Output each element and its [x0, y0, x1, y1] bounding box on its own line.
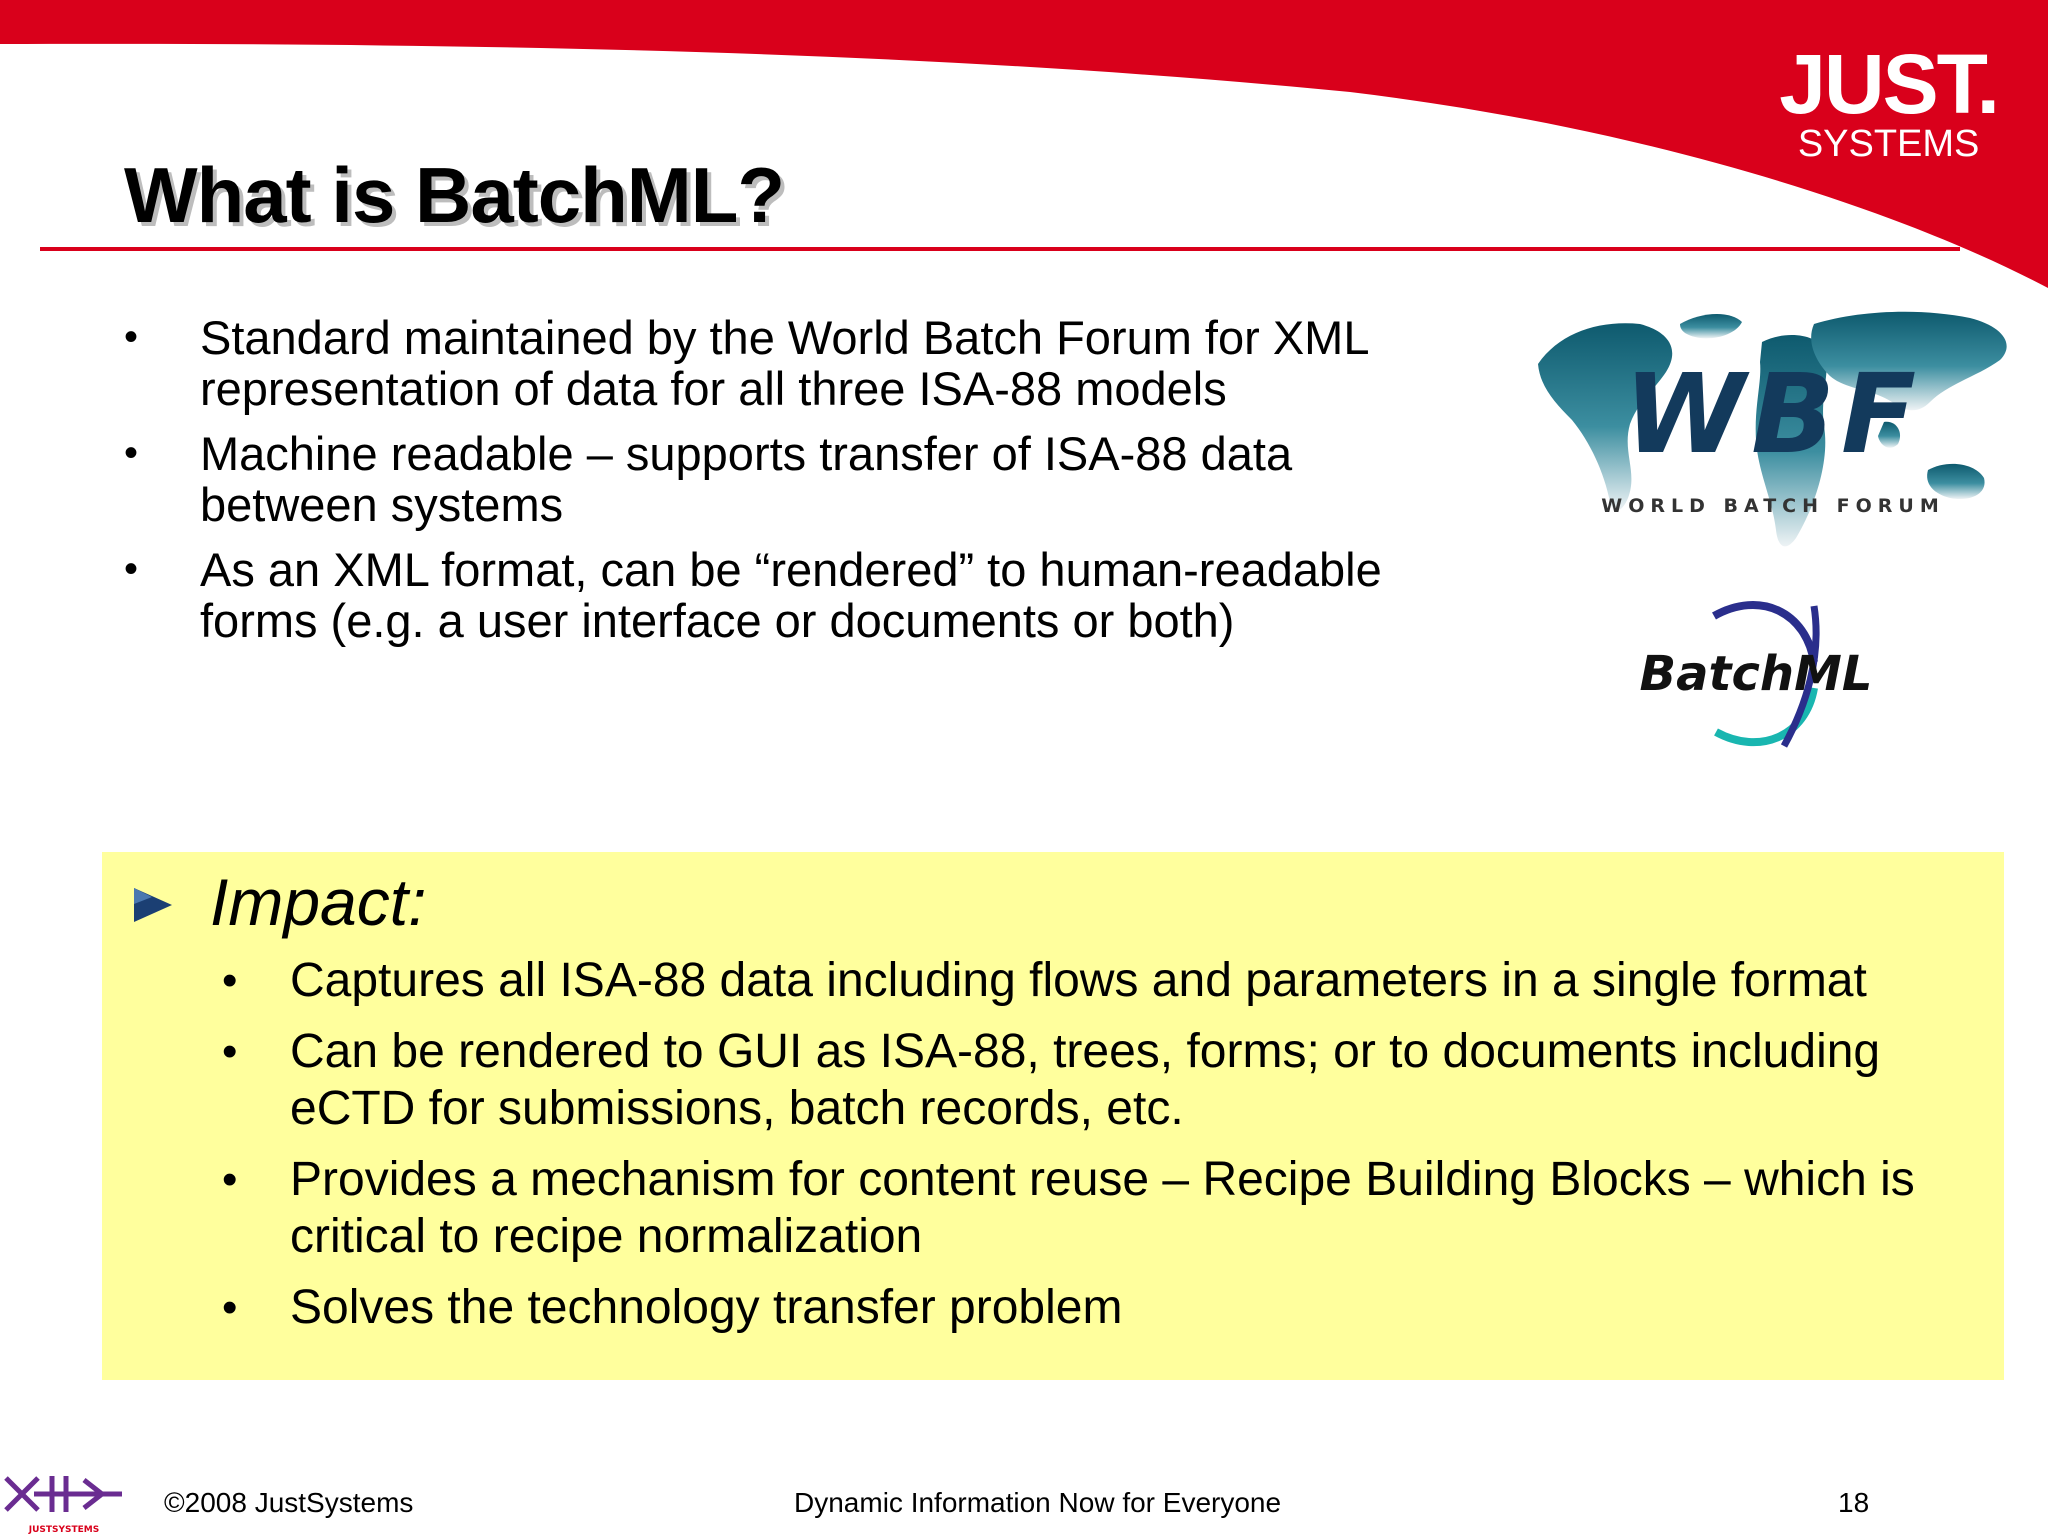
title-underline — [40, 247, 1960, 251]
wbf-caption: WORLD BATCH FORUM — [1601, 495, 1945, 517]
arrow-bullet-icon — [132, 884, 174, 926]
slide-title: What is BatchML? — [124, 151, 784, 239]
batchml-logo — [1610, 596, 1902, 752]
batchml-logo-text: BatchML — [1639, 646, 1873, 702]
justsystems-logo — [1779, 37, 1998, 165]
impact-box — [102, 852, 2004, 1380]
footer-logo-text: JUSTSYSTEMS — [28, 1525, 100, 1535]
impact-bullet-item: • Provides a mechanism for content reuse – Recipe Building Blocks – which is critical to recipe normalization — [222, 1151, 1982, 1265]
impact-bullet-list — [222, 952, 1982, 1350]
wbf-logo — [1530, 302, 2016, 588]
wbf-logo-text: WBF — [1623, 350, 1923, 478]
brand-sub-text: SYSTEMS — [1797, 123, 1980, 165]
impact-label: Impact: — [210, 865, 427, 939]
intro-bullet-item: • Machine readable – supports transfer of ISA-88 data between systems — [124, 428, 1464, 530]
impact-bullet-item: • Can be rendered to GUI as ISA-88, trees, forms; or to documents including eCTD for submissions, batch records, etc. — [222, 1023, 1982, 1137]
page-number: 18 — [1838, 1487, 1870, 1518]
footer-tagline: Dynamic Information Now for Everyone — [794, 1487, 1282, 1518]
justsystems-mark-icon — [6, 1476, 122, 1512]
impact-bullet-item: • Captures all ISA-88 data including flows and parameters in a single format — [222, 952, 1982, 1009]
justsystems-footer-logo — [4, 1466, 124, 1536]
footer-copyright: ©2008 JustSystems — [164, 1487, 414, 1518]
impact-bullet-item: • Solves the technology transfer problem — [222, 1279, 1982, 1336]
impact-heading — [132, 862, 426, 942]
brand-main-text: JUST. — [1779, 37, 1998, 131]
intro-bullet-list — [124, 312, 1464, 660]
intro-bullet-item: • As an XML format, can be “rendered” to human-readable forms (e.g. a user interface or documents or both) — [124, 544, 1464, 646]
intro-bullet-item: • Standard maintained by the World Batch Forum for XML representation of data for all three ISA-88 models — [124, 312, 1464, 414]
